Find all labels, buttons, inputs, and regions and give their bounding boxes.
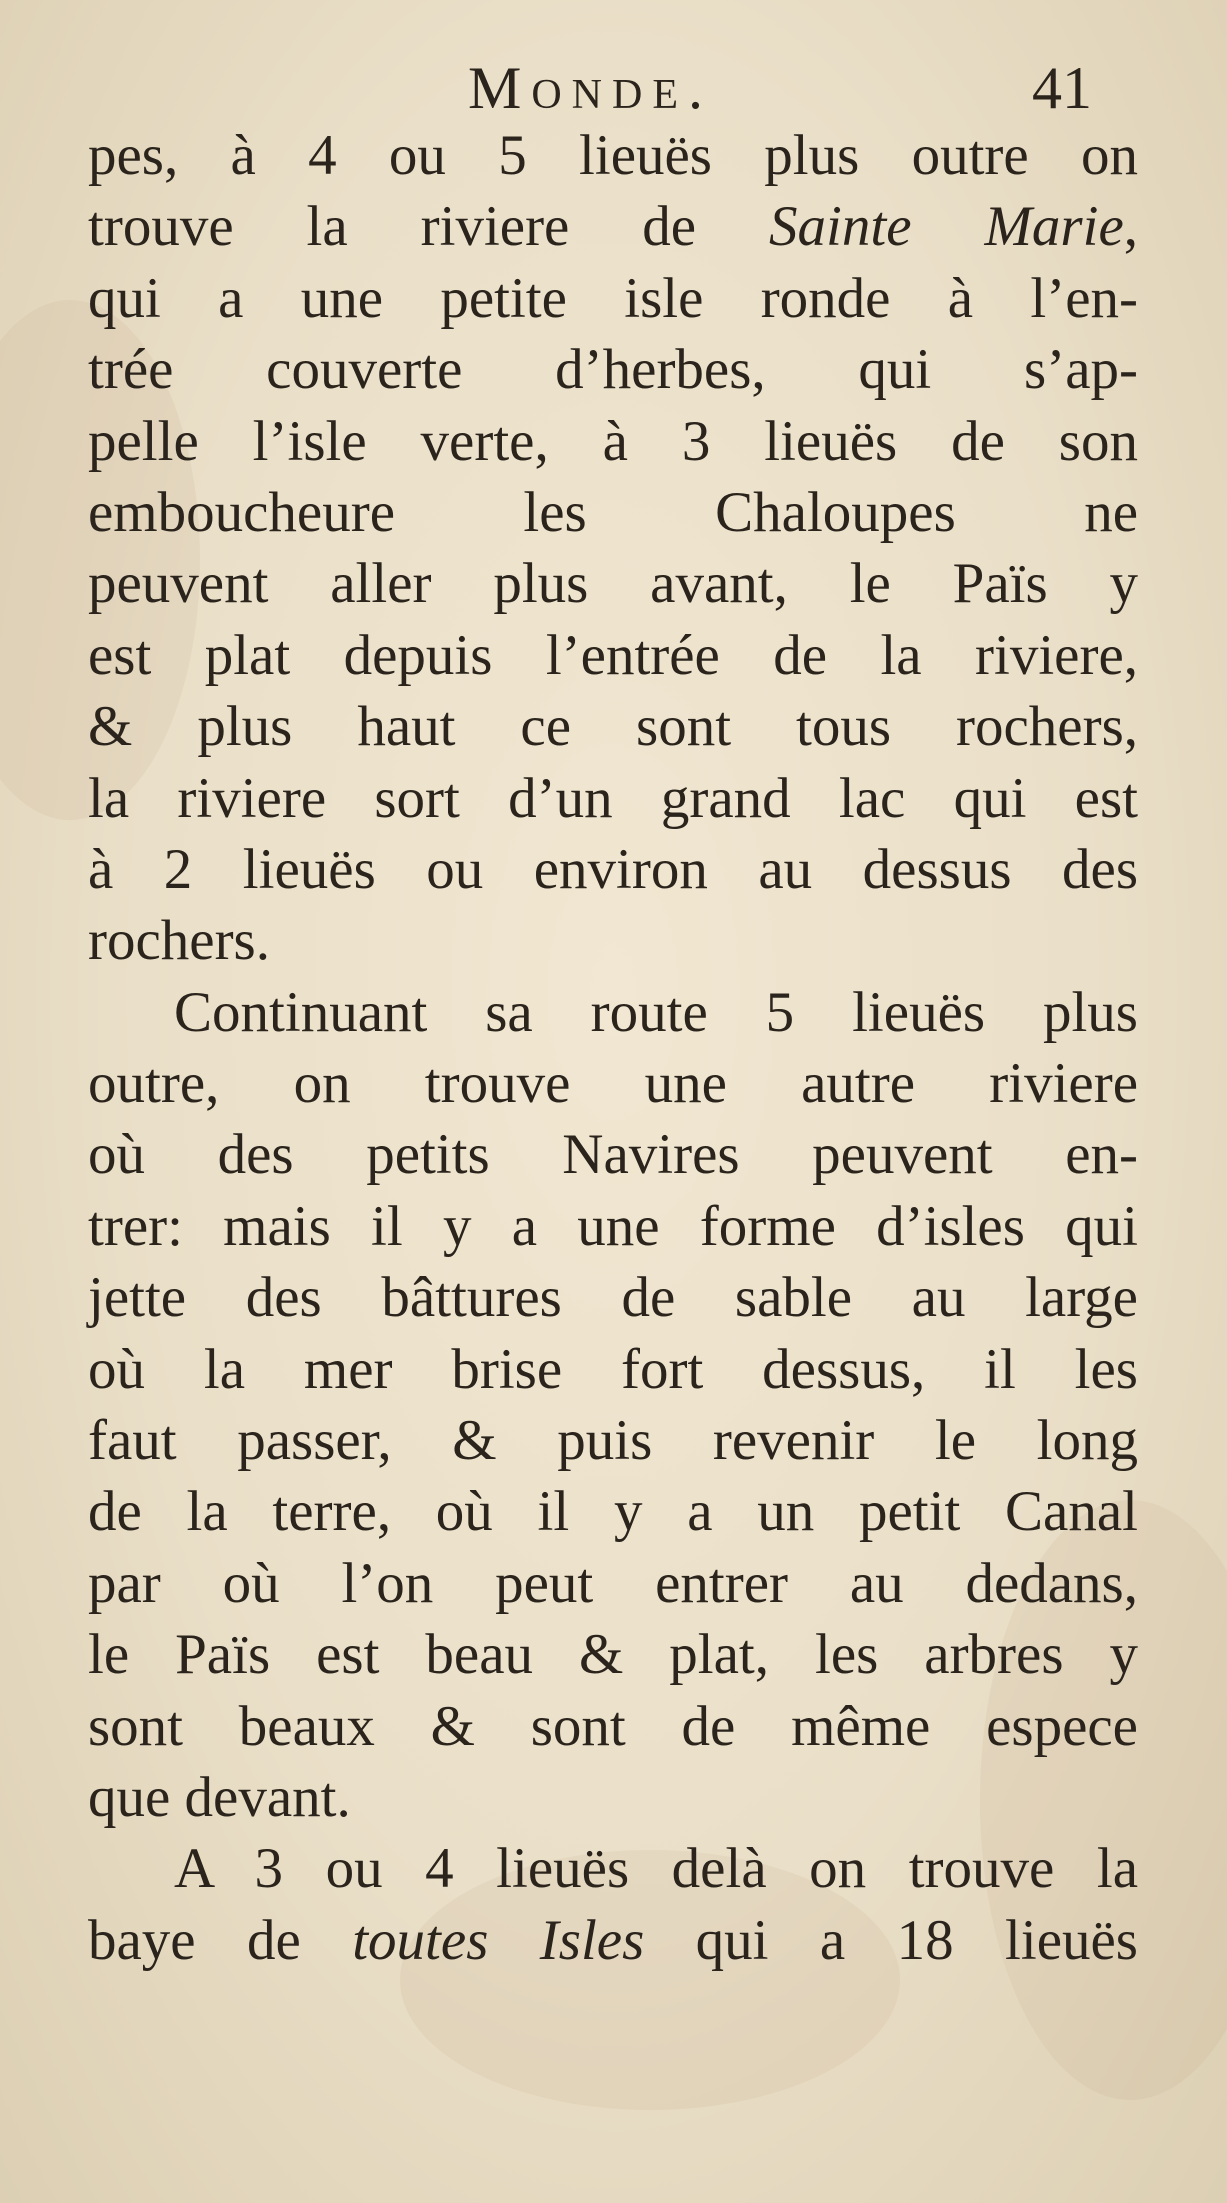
- text-line: trée couverte d’herbes, qui s’ap-: [88, 338, 1138, 402]
- text-line: baye de toutes Isles qui a 18 lieuës: [88, 1908, 1138, 1972]
- text-line: pes, à 4 ou 5 lieuës plus outre on: [88, 124, 1138, 187]
- text-line: & plus haut ce sont tous rochers,: [88, 695, 1138, 759]
- page-number: 41: [1032, 55, 1092, 121]
- text-line: où la mer brise fort dessus, il les: [88, 1337, 1138, 1401]
- body-text: [88, 120, 1138, 1976]
- text-line: jette des bâttures de sable au large: [88, 1266, 1138, 1330]
- text-line: est plat depuis l’entrée de la riviere,: [88, 623, 1138, 687]
- text-line: trouve la riviere de Sainte Marie,: [88, 195, 1138, 259]
- text-line: emboucheure les Chaloupes ne: [88, 480, 1138, 544]
- text-line: où des petits Navires peuvent en-: [88, 1123, 1138, 1187]
- text-line: trer: mais il y a une forme d’isles qui: [88, 1194, 1138, 1258]
- paragraph-first-line: A 3 ou 4 lieuës delà on trouve la: [174, 1837, 1138, 1901]
- text-line: la riviere sort d’un grand lac qui est: [88, 766, 1138, 830]
- running-title: Monde.: [468, 55, 713, 121]
- paragraph-last-line: rochers.: [88, 909, 270, 973]
- text-line: le Païs est beau & plat, les arbres y: [88, 1623, 1138, 1687]
- text-line: sont beaux & sont de même espece: [88, 1694, 1138, 1758]
- text-line: outre, on trouve une autre riviere: [88, 1052, 1138, 1116]
- text-line: pelle l’isle verte, à 3 lieuës de son: [88, 409, 1138, 473]
- text-line: de la terre, où il y a un petit Canal: [88, 1480, 1138, 1544]
- text-line: qui a une petite isle ronde à l’en-: [88, 266, 1138, 330]
- text-line: par où l’on peut entrer au dedans,: [88, 1551, 1138, 1615]
- text-line: peuvent aller plus avant, le Païs y: [88, 552, 1138, 616]
- paragraph-last-line: que devant.: [88, 1765, 351, 1829]
- paragraph-first-line: Continuant sa route 5 lieuës plus: [174, 980, 1138, 1044]
- place-name: Sainte Marie: [769, 195, 1124, 259]
- text-line: faut passer, & puis revenir le long: [88, 1409, 1138, 1473]
- place-name: toutes Isles: [352, 1908, 645, 1972]
- text-line: à 2 lieuës ou environ au dessus des: [88, 837, 1138, 901]
